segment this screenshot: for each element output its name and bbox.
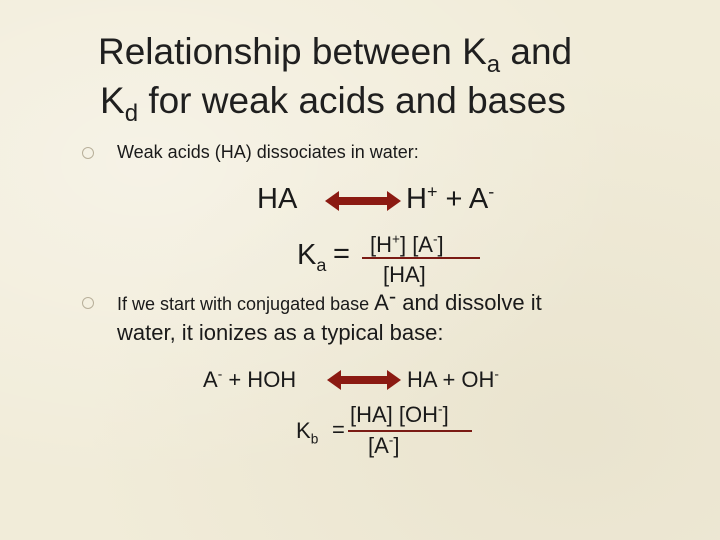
equilibrium-arrow-icon (325, 190, 401, 212)
ka-numerator (370, 232, 444, 258)
bullet-text: and dissolve it (396, 290, 542, 315)
ka-denominator: [HA] (383, 262, 426, 287)
bullet-1-text: Weak acids (HA) dissociates in water: (117, 142, 419, 162)
reaction-2-left (203, 367, 296, 393)
charge-sup: - (388, 283, 397, 309)
equilibrium-arrow-icon (327, 369, 401, 391)
kb-symbol (296, 418, 319, 447)
charge-sup: - (432, 231, 438, 247)
k-letter: K (297, 239, 317, 271)
k-letter: K (296, 418, 311, 443)
conc-text: [HA] [OH (350, 402, 439, 427)
kb-fraction-bar (348, 430, 472, 432)
species-text: HA + OH (407, 367, 495, 392)
charge-sup: - (494, 366, 499, 382)
reaction-1-right (406, 183, 494, 216)
species-text: A (374, 290, 389, 315)
k-subscript: b (310, 431, 319, 447)
species-text: + HOH (222, 367, 297, 392)
bullet-icon (82, 147, 94, 159)
charge-sup: + (392, 231, 400, 247)
kb-equals: = (332, 417, 345, 442)
conc-text: ] (437, 232, 444, 257)
ka-symbol (297, 239, 327, 275)
bullet-icon (82, 297, 94, 309)
bullet-2-line-2: water, it ionizes as a typical base: (117, 320, 444, 345)
kb-denominator (368, 433, 399, 459)
charge-sup: - (217, 366, 223, 382)
title-text: Relationship between K (98, 31, 487, 72)
title-text: for weak acids and bases (138, 80, 566, 121)
title-subscript: a (486, 51, 501, 78)
charge-sup: + (426, 181, 438, 202)
species-text: A (203, 367, 218, 392)
title-subscript: d (124, 100, 139, 127)
conc-text: ] (393, 433, 400, 458)
reaction-2-right (407, 367, 499, 393)
k-subscript: a (316, 254, 327, 275)
ka-fraction-bar (362, 257, 480, 259)
kb-numerator (350, 402, 449, 428)
charge-sup: - (388, 432, 394, 448)
charge-sup: - (488, 181, 495, 202)
conc-text: ] (442, 402, 449, 427)
species-text: + A (437, 183, 489, 215)
charge-sup: - (438, 401, 443, 417)
bullet-2-line-1 (117, 283, 542, 316)
slide-title-line-2 (100, 79, 566, 136)
title-text: K (100, 80, 125, 121)
bullet-text: If we start with conjugated base (117, 294, 375, 314)
species-text: H (406, 183, 427, 215)
title-text: and (500, 31, 573, 72)
ka-equals: = (333, 238, 350, 270)
reaction-1-left: HA (257, 183, 298, 215)
conc-text: [A (368, 433, 389, 458)
conc-text: ] [A (399, 232, 433, 257)
conc-text: [H (370, 232, 392, 257)
